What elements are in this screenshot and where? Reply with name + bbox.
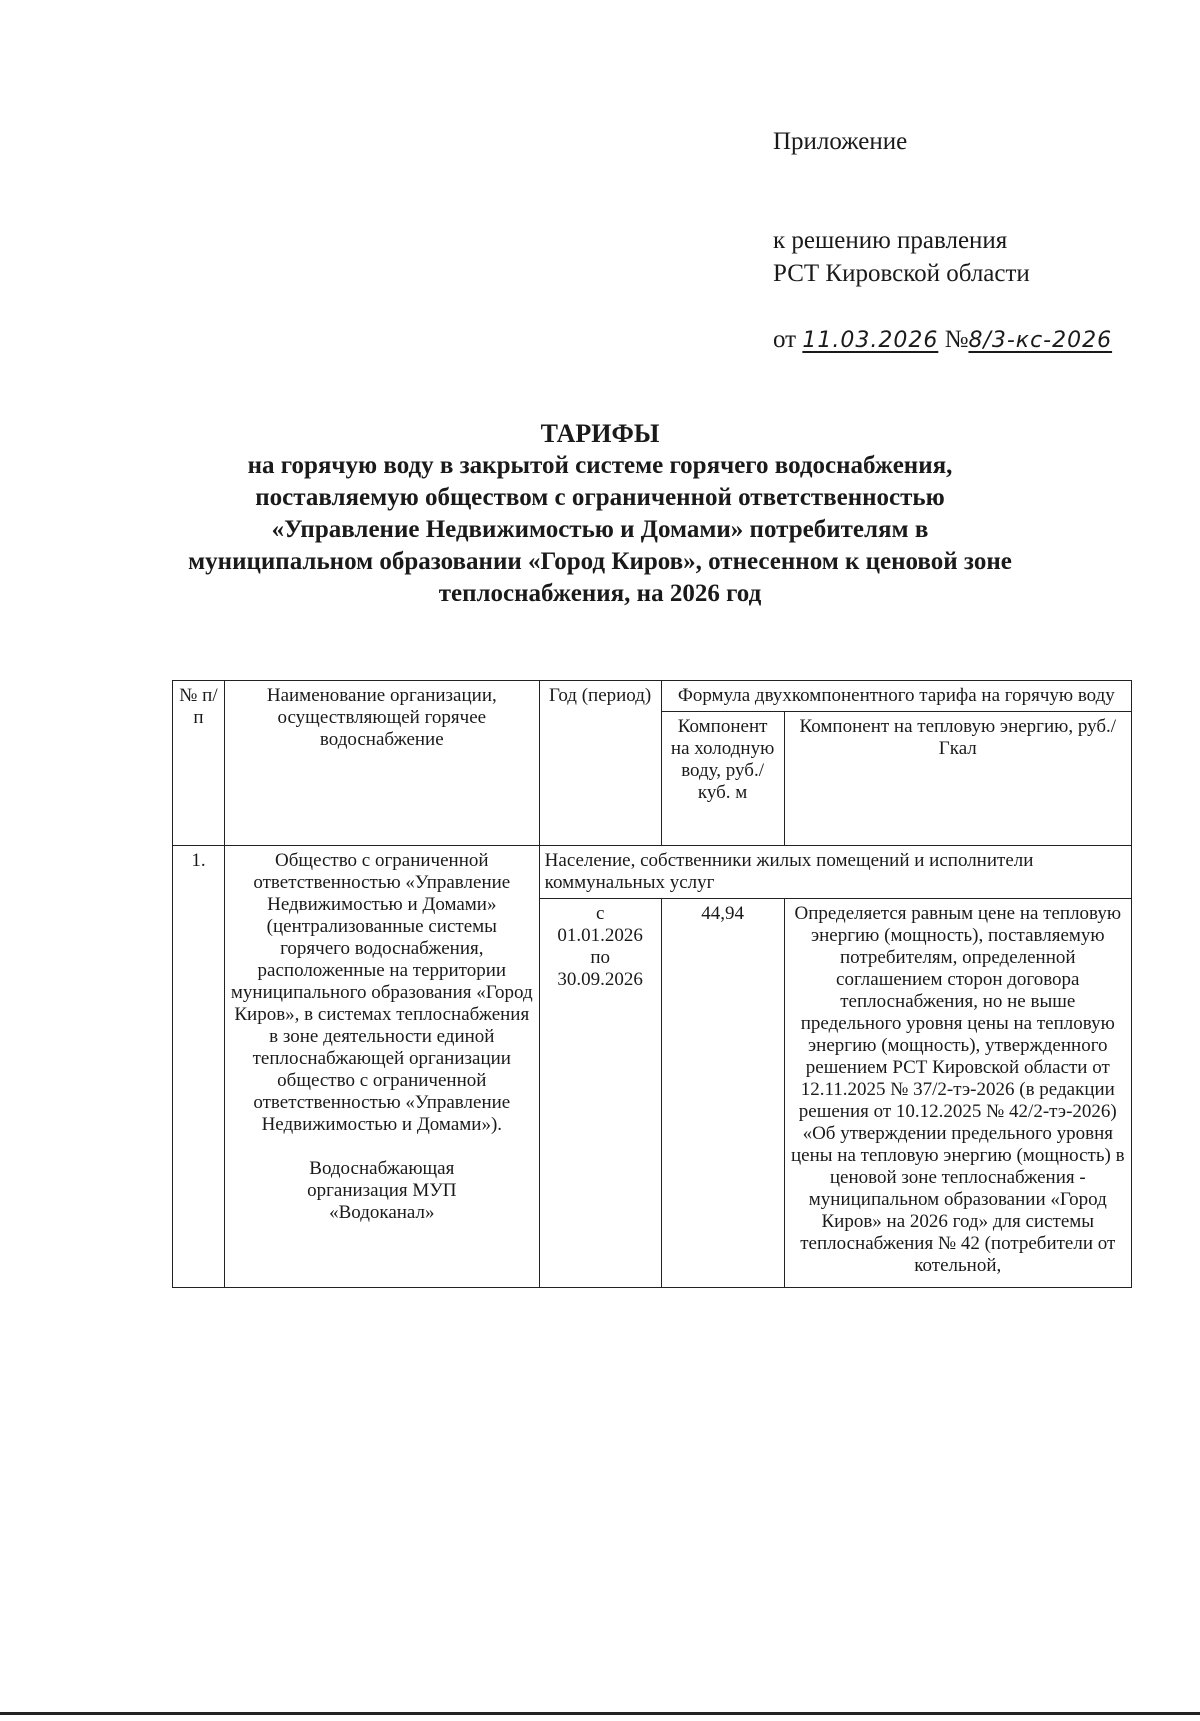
decision-number: 8/3-кс-2026 [968,328,1113,353]
from-prefix: от [773,326,797,353]
heading-line-2: поставляемую обществом с ограниченной ответственностью [255,484,945,511]
decision-date: 11.03.2026 [802,328,939,353]
number-prefix: № [944,326,969,353]
appendix-line-2: РСТ Кировской области [773,260,1030,287]
appendix-line-1: к решению правления [773,227,1008,254]
header-num: № п/п [173,681,225,846]
document-heading [150,418,1050,610]
heading-line-3: «Управление Недвижимостью и Домами» потребителям в [271,516,929,543]
tariff-table [172,680,1132,1288]
row-heat-text: Определяется равным цене на тепловую энергию (мощность), поставляемую потребителям, определенной соглашением сторон договора теплоснабжения, но не выше предельного уровня цены на тепловую энергию (мощность), утвержденного решением РСТ Кировской области от 12.11.2025 № 37/2-тэ-2026 (в редакции решения от 10.12.2025 № 42/2-тэ-2026) «Об утверждении предельного уровня цены на тепловую энергию (мощность) в ценовой зоне теплоснабжения - муниципальном образовании «Город Киров» на 2026 год» для системы теплоснабжения № 42 (потребители от котельной, [784,899,1131,1288]
heading-line-1: на горячую воду в закрытой системе горячего водоснабжения, [247,452,953,479]
header-formula: Формула двухкомпонентного тарифа на горячую воду [661,681,1131,712]
header-org: Наименование организации, осуществляющей горячее водоснабжение [224,681,539,846]
header-cold: Компонент на холодную воду, руб./куб. м [661,712,784,846]
scan-edge-line [0,1712,1200,1715]
row-num: 1. [173,846,225,1288]
appendix-title: Приложение [773,128,908,155]
appendix-block [773,125,1112,357]
heading-main: ТАРИФЫ [540,419,660,448]
table-header-row [173,681,1132,712]
heading-line-4: муниципальном образовании «Город Киров», отнесенном к ценовой зоне [188,548,1012,575]
row-cold-value: 44,94 [661,899,784,1288]
table-row [173,846,1132,899]
consumer-category: Население, собственники жилых помещений и исполнители коммунальных услуг [539,846,1131,899]
header-heat: Компонент на тепловую энергию, руб./Гкал [784,712,1131,846]
heading-line-5: теплоснабжения, на 2026 год [438,580,762,607]
decision-ref [773,323,1112,357]
row-period: с 01.01.2026 по 30.09.2026 [539,899,661,1288]
row-org [224,846,539,1288]
org-supplier: Водоснабжающая организация МУП «Водоканал» [307,1158,457,1223]
org-description: Общество с ограниченной ответственностью «Управление Недвижимостью и Домами» (централизованные системы горячего водоснабжения, расположенные на территории муниципального образования «Город Киров», в системах теплоснабжения в зоне деятельности единой теплоснабжающей организации общество с ограниченной ответственностью «Управление Недвижимостью и Домами»). [230,850,533,1135]
header-period: Год (период) [539,681,661,846]
